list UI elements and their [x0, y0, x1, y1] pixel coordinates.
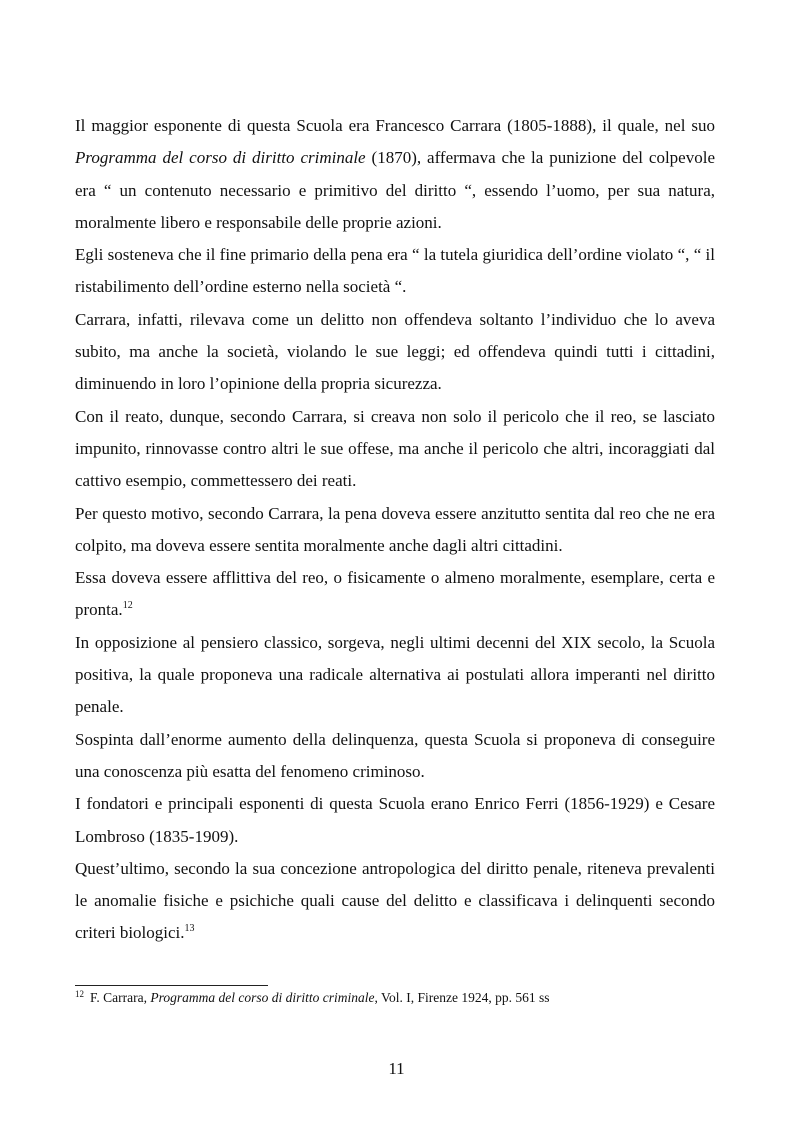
paragraph-text: Il maggior esponente di questa Scuola era Francesco Carrara (1805-1888), il quale, nel suo	[75, 116, 715, 135]
paragraph-text: Con il reato, dunque, secondo Carrara, si creava non solo il pericolo che il reo, se lasciato impunito, rinnovasse contro altri le sue offese, ma anche il pericolo che altri, incoraggiati dal cattivo esempio, commettessero dei reati.	[75, 406, 715, 491]
paragraph-text: I fondatori e principali esponenti di questa Scuola erano Enrico Ferri (1856-1929) e Cesare Lombroso (1835-1909).	[75, 794, 715, 846]
paragraph	[75, 239, 715, 304]
paragraph	[75, 853, 715, 950]
body-text	[75, 110, 715, 950]
paragraph-text: Carrara, infatti, rilevava come un delitto non offendeva soltanto l’individuo che lo aveva subito, ma anche la società, violando le sue leggi; ed offendeva quindi tutti i cittadini, diminuendo in loro l’opinione della propria sicurezza.	[75, 309, 715, 394]
footnote-details: , Vol. I, Firenze 1924, pp. 561 ss	[374, 990, 550, 1005]
paragraph-text: Per questo motivo, secondo Carrara, la pena doveva essere anzitutto sentita dal reo che ne era colpito, ma doveva essere sentita moralmente anche dagli altri cittadini.	[75, 503, 715, 555]
paragraph	[75, 724, 715, 789]
paragraph	[75, 627, 715, 724]
footnote-number: 12	[75, 989, 84, 999]
paragraph	[75, 304, 715, 401]
footnote-title: Programma del corso di diritto criminale	[150, 990, 375, 1005]
paragraph-carrara-intro	[75, 110, 715, 239]
paragraph	[75, 498, 715, 563]
paragraph	[75, 562, 715, 627]
paragraph	[75, 788, 715, 853]
paragraph-text: (1870), affermava che la punizione del colpevole era “ un contenuto necessario e primitivo del diritto “, essendo l’uomo, per sua natura, moralmente libero e responsabile delle proprie azioni.	[75, 148, 715, 232]
footnote-ref-13[interactable]: 13	[184, 923, 195, 935]
paragraph-text: Sospinta dall’enorme aumento della delinquenza, questa Scuola si proponeva di conseguire una conoscenza più esatta del fenomeno criminoso.	[75, 729, 715, 781]
paragraph	[75, 401, 715, 498]
paragraph-text: In opposizione al pensiero classico, sorgeva, negli ultimi decenni del XIX secolo, la Scuola positiva, la quale proponeva una radicale alternativa ai postulati allora imperanti nel diritto penale.	[75, 632, 715, 717]
footnote-divider	[75, 985, 268, 986]
paragraph-text: Egli sosteneva che il fine primario della pena era “ la tutela giuridica dell’ordine violato “, “ il ristabilimento dell’ordine esterno nella società “.	[75, 245, 715, 297]
footnote-12	[75, 989, 715, 1007]
footnote-ref-12[interactable]: 12	[122, 600, 133, 612]
paragraph-text: Quest’ultimo, secondo la sua concezione antropologica del diritto penale, riteneva prevalenti le anomalie fisiche e psichiche quali cause del delitto e classificava i delinquenti secondo criteri biologici.	[75, 858, 715, 943]
page-number: 11	[388, 1059, 405, 1078]
paragraph-text: Essa doveva essere afflittiva del reo, o fisicamente o almeno moralmente, esemplare, certa e pronta.	[75, 568, 715, 620]
footnote-author: F. Carrara,	[90, 990, 151, 1005]
book-title: Programma del corso di diritto criminale	[75, 148, 366, 168]
